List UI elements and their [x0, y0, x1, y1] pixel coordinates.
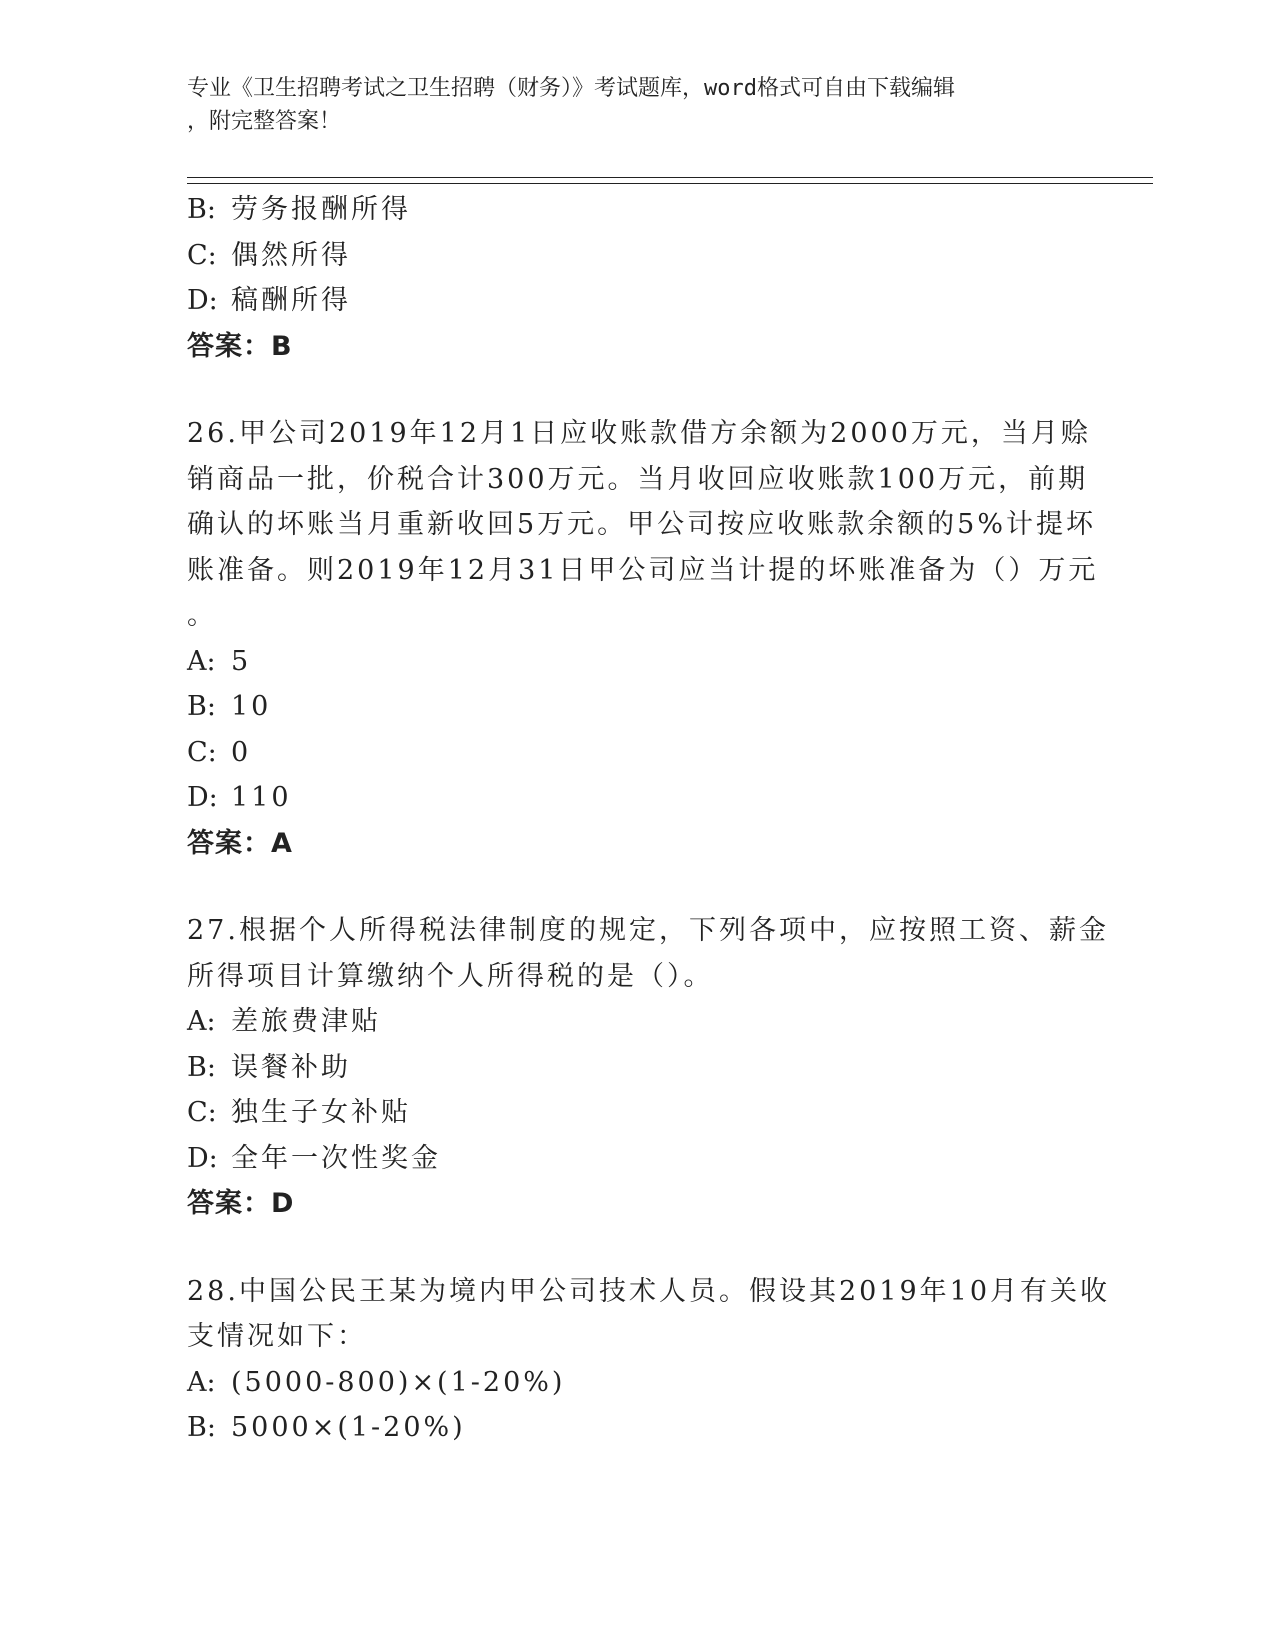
question-27	[187, 908, 1109, 1227]
option-c: C: 0	[187, 736, 252, 768]
option-c: C: 独生子女补贴	[187, 1097, 411, 1128]
option-c: C: 偶然所得	[187, 239, 351, 271]
option-a: A: (5000-800)×(1-20%)	[187, 1366, 566, 1398]
option-a: A: 差旅费津贴	[187, 1006, 381, 1037]
answer: 答案：B	[187, 330, 293, 362]
header-divider-bottom	[187, 183, 1153, 184]
option-d: D: 稿酬所得	[187, 285, 351, 316]
question-content	[187, 187, 1111, 1451]
question-text-line: 26.甲公司2019年12月1日应收账款借方余额为2000万元，当月赊	[187, 418, 1091, 449]
header-line-1: 专业《卫生招聘考试之卫生招聘（财务）》考试题库，word格式可自由下载编辑	[187, 76, 955, 101]
option-d: D: 110	[187, 782, 292, 813]
question-28	[187, 1269, 1111, 1451]
header-divider-top	[187, 177, 1153, 178]
document-header	[187, 72, 1067, 138]
prev-question	[187, 187, 1087, 369]
question-text-line: 销商品一批，价税合计300万元。当月收回应收账款100万元，前期	[187, 463, 1089, 495]
option-b: B: 5000×(1-20%)	[187, 1412, 466, 1443]
option-b: B: 劳务报酬所得	[187, 194, 411, 225]
question-text-line: 27.根据个人所得税法律制度的规定，下列各项中，应按照工资、薪金	[187, 915, 1109, 946]
question-text-line: 28.中国公民王某为境内甲公司技术人员。假设其2019年10月有关收	[187, 1275, 1111, 1307]
question-26	[187, 411, 1099, 866]
question-text-line: 所得项目计算缴纳个人所得税的是（）。	[187, 960, 714, 992]
option-d: D: 全年一次性奖金	[187, 1142, 441, 1174]
question-text-line: 账准备。则2019年12月31日甲公司应当计提的坏账准备为（）万元	[187, 554, 1099, 586]
answer: 答案：A	[187, 827, 293, 859]
option-a: A: 5	[187, 645, 252, 677]
question-text-line: 。	[187, 600, 217, 631]
option-b: B: 10	[187, 691, 272, 722]
option-b: B: 误餐补助	[187, 1051, 351, 1083]
question-text-line: 确认的坏账当月重新收回5万元。甲公司按应收账款余额的5%计提坏	[187, 509, 1097, 540]
question-text-line: 支情况如下：	[187, 1321, 367, 1352]
answer: 答案：D	[187, 1188, 295, 1219]
header-line-2: ，附完整答案！	[187, 109, 342, 134]
